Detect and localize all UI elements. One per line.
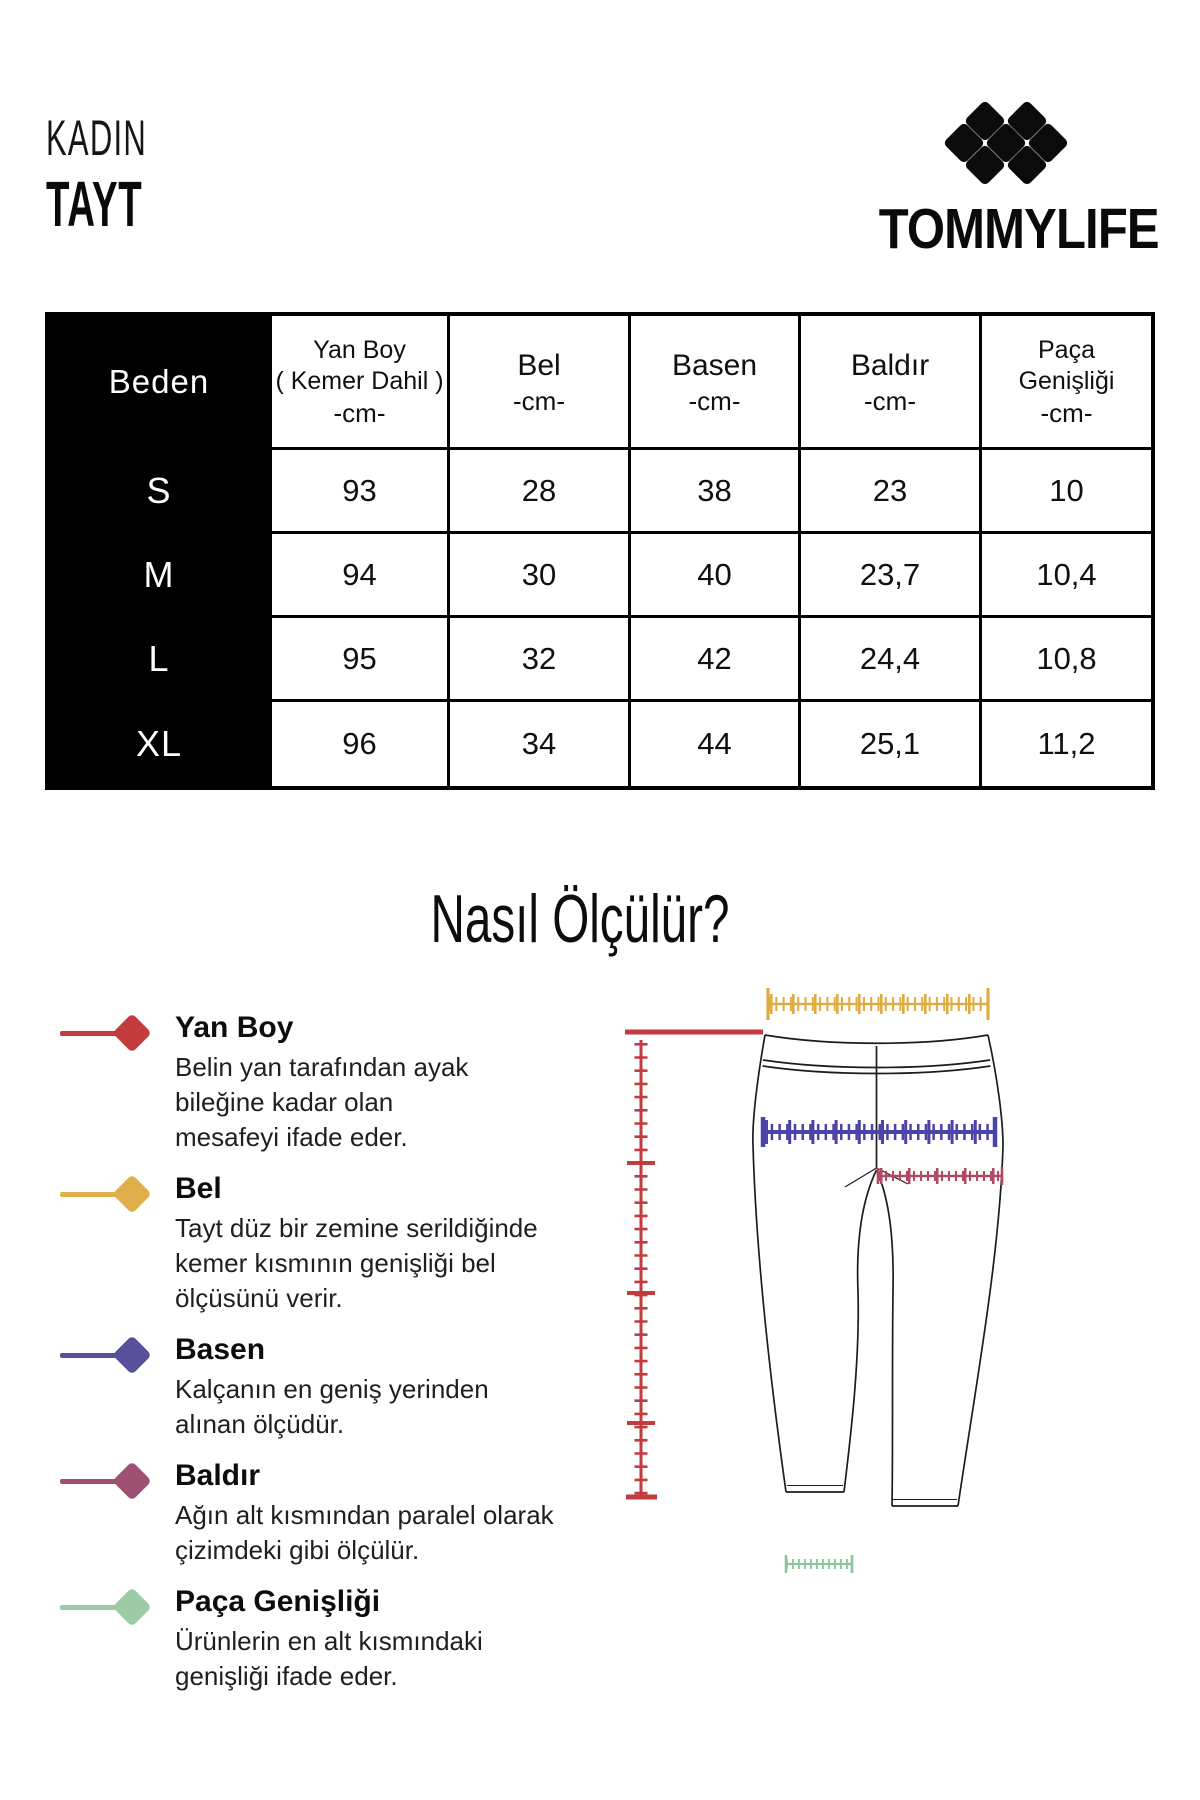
measurement-value: 23,7 <box>859 556 921 592</box>
header-cell-basen <box>631 316 801 450</box>
measurement-value: 94 <box>342 556 377 592</box>
legend-term: Bel <box>175 1172 222 1205</box>
baldir-diamond-icon <box>60 1462 156 1502</box>
size-cell-s <box>49 450 272 534</box>
legend-term: Basen <box>175 1333 266 1366</box>
value-cell <box>801 702 982 786</box>
beden-header-label: Beden <box>108 362 210 400</box>
paca-genisligi-diamond-icon <box>60 1588 156 1628</box>
brand-block <box>858 96 1159 261</box>
size-cell-m <box>49 534 272 618</box>
product-label: TAYT <box>46 168 143 240</box>
measurement-value: 23 <box>872 472 908 508</box>
size-label: L <box>148 637 170 679</box>
header-cell-beden <box>49 316 272 450</box>
legend-description: Tayt düz bir zemine serildiğinde kemer kısmının genişliği bel ölçüsünü verir. <box>175 1213 538 1313</box>
legend-item-baldir <box>60 1456 560 1568</box>
column-unit: -cm- <box>333 397 386 428</box>
baldir-ruler <box>878 1167 1002 1185</box>
column-subtitle: ( Kemer Dahil ) <box>275 366 444 395</box>
header-cell-yan-boy <box>272 316 450 450</box>
measurement-value: 24,4 <box>859 640 921 676</box>
measurement-value: 96 <box>342 726 377 761</box>
measurement-value: 40 <box>697 556 732 592</box>
value-cell <box>801 534 982 618</box>
value-cell <box>631 618 801 702</box>
column-title: Paça <box>1038 335 1095 364</box>
legend-item-yan-boy <box>60 1008 560 1155</box>
legend-item-basen <box>60 1330 560 1442</box>
size-table <box>45 312 1155 790</box>
measurement-value: 38 <box>697 472 732 508</box>
legend-term: Yan Boy <box>175 1011 294 1044</box>
value-cell <box>450 450 631 534</box>
column-unit: -cm- <box>1040 397 1093 428</box>
legend-description: Ürünlerin en alt kısmındaki genişliği ifade eder. <box>175 1626 483 1691</box>
category-label: KADIN <box>46 110 147 166</box>
header-cell-bel <box>450 316 631 450</box>
measurement-value: 34 <box>521 726 557 761</box>
value-cell <box>982 618 1151 702</box>
header-cell-paca-genisligi <box>982 316 1151 450</box>
measurement-value: 28 <box>521 472 557 508</box>
value-cell <box>450 534 631 618</box>
leggings-diagram <box>540 850 1200 1620</box>
legend-term: Baldır <box>175 1459 261 1492</box>
value-cell <box>272 702 450 786</box>
measurement-value: 93 <box>342 472 377 508</box>
size-label: M <box>143 553 175 595</box>
measurement-value: 10 <box>1049 472 1084 508</box>
value-cell <box>982 534 1151 618</box>
size-cell-xl <box>49 702 272 786</box>
yan-boy-diamond-icon <box>60 1014 156 1054</box>
measurement-value: 11,2 <box>1037 726 1096 761</box>
value-cell <box>631 702 801 786</box>
value-cell <box>631 450 801 534</box>
legend-item-bel <box>60 1169 560 1316</box>
measurement-value: 42 <box>697 640 732 676</box>
measurement-value: 95 <box>342 640 377 676</box>
header-cell-baldir <box>801 316 982 450</box>
value-cell <box>982 450 1151 534</box>
product-heading <box>46 110 209 240</box>
bel-diamond-icon <box>60 1175 156 1215</box>
column-unit: -cm- <box>864 385 916 416</box>
measurement-value: 30 <box>521 556 557 592</box>
leggings-outline <box>753 1035 1003 1506</box>
column-title: Baldır <box>850 348 930 382</box>
value-cell <box>450 702 631 786</box>
measurement-legend <box>60 1008 560 1708</box>
column-title: Bel <box>517 348 561 382</box>
column-unit: -cm- <box>513 385 565 416</box>
column-subtitle: Genişliği <box>1018 366 1115 395</box>
basen-diamond-icon <box>60 1336 156 1376</box>
how-to-measure-title: Nasıl Ölçülür? <box>430 881 730 957</box>
value-cell <box>801 450 982 534</box>
measurement-value: 10,8 <box>1036 640 1097 676</box>
bel-ruler <box>768 988 988 1020</box>
value-cell <box>272 618 450 702</box>
legend-item-paca-genisligi <box>60 1582 560 1694</box>
measurement-value: 44 <box>697 726 732 761</box>
tommylife-diamonds-icon <box>936 96 1076 191</box>
paca-genisligi-ruler <box>786 1555 852 1573</box>
value-cell <box>631 534 801 618</box>
measurement-value: 25,1 <box>859 726 921 761</box>
size-cell-l <box>49 618 272 702</box>
value-cell <box>272 534 450 618</box>
value-cell <box>450 618 631 702</box>
legend-description: Belin yan tarafından ayak bileğine kadar olan mesafeyi ifade eder. <box>175 1052 469 1152</box>
column-unit: -cm- <box>688 385 741 416</box>
measurement-value: 32 <box>521 640 557 676</box>
brand-wordmark: TOMMYLIFE <box>878 197 1159 261</box>
basen-ruler <box>763 1117 995 1147</box>
legend-term: Paça Genişliği <box>175 1585 381 1618</box>
value-cell <box>982 702 1151 786</box>
size-label: S <box>146 469 172 511</box>
value-cell <box>272 450 450 534</box>
legend-description: Kalçanın en geniş yerinden alınan ölçüdür. <box>175 1374 489 1439</box>
measurement-value: 10,4 <box>1036 556 1097 592</box>
column-title: Yan Boy <box>313 335 406 364</box>
legend-description: Ağın alt kısmından paralel olarak çizimdeki gibi ölçülür. <box>175 1500 554 1565</box>
size-label: XL <box>135 723 183 764</box>
yan-boy-ruler <box>625 1032 763 1497</box>
column-title: Basen <box>671 348 758 382</box>
value-cell <box>801 618 982 702</box>
